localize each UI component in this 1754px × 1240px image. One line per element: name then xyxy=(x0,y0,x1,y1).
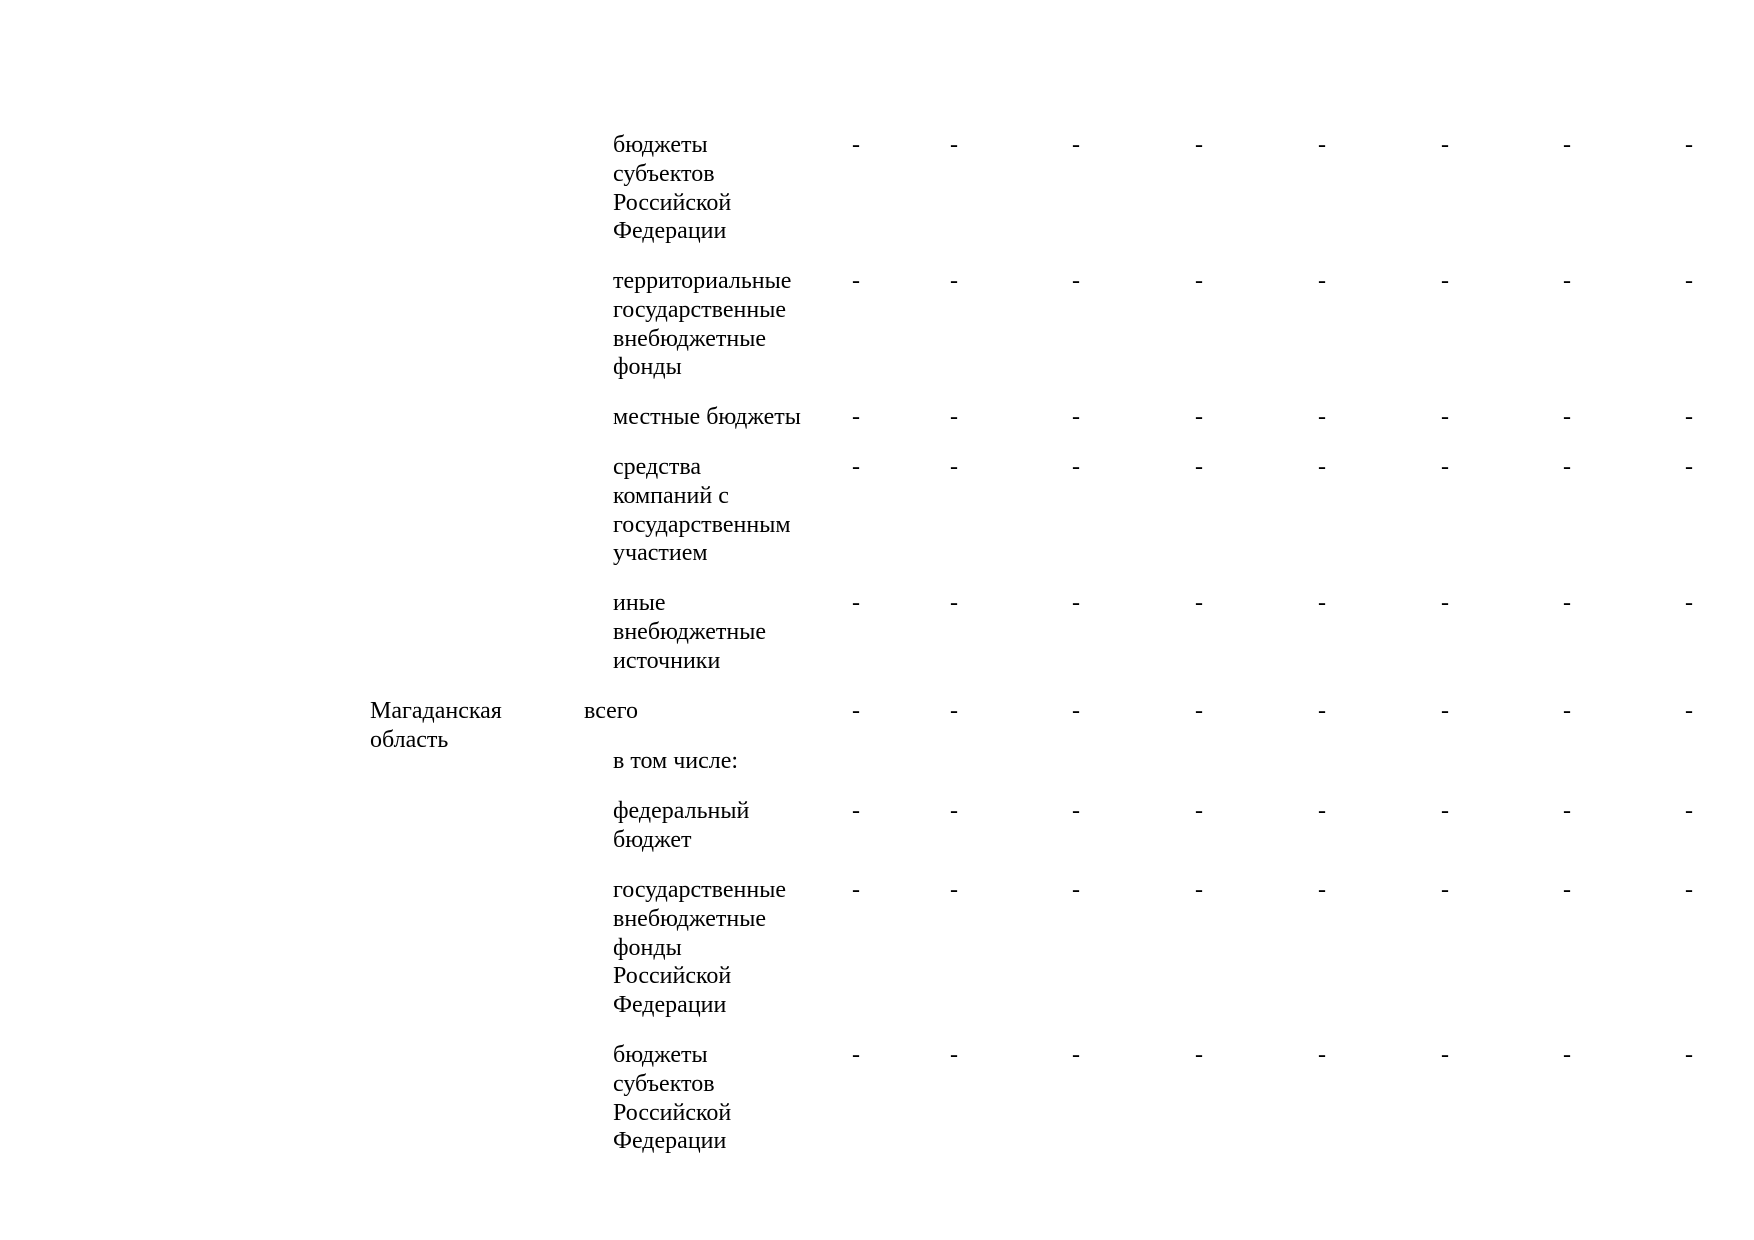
value-cell: - xyxy=(1072,268,1080,294)
value-cell: - xyxy=(1441,132,1449,158)
value-cell: - xyxy=(1195,877,1203,903)
value-cell: - xyxy=(852,590,860,616)
value-cell: - xyxy=(1318,404,1326,430)
value-cell: - xyxy=(1072,454,1080,480)
value-cell: - xyxy=(1318,798,1326,824)
value-cell: - xyxy=(1441,877,1449,903)
value-cell: - xyxy=(1441,268,1449,294)
value-cell: - xyxy=(1072,1042,1080,1068)
value-cell: - xyxy=(1318,454,1326,480)
value-cell: - xyxy=(950,590,958,616)
value-cell: - xyxy=(1441,1042,1449,1068)
value-cell: - xyxy=(1318,268,1326,294)
value-cell: - xyxy=(950,698,958,724)
value-cell: - xyxy=(1685,404,1693,430)
value-cell: - xyxy=(1195,798,1203,824)
value-cell: - xyxy=(1685,798,1693,824)
value-cell: - xyxy=(1563,698,1571,724)
value-cell: - xyxy=(1563,798,1571,824)
value-cell: - xyxy=(1441,698,1449,724)
funding-source-label: территориальные государственные внебюджетные фонды xyxy=(613,268,792,381)
funding-source-label: федеральный бюджет xyxy=(613,798,750,853)
value-cell: - xyxy=(1195,132,1203,158)
value-cell: - xyxy=(1195,590,1203,616)
value-cell: - xyxy=(1563,877,1571,903)
value-cell: - xyxy=(1563,454,1571,480)
value-cell: - xyxy=(1685,132,1693,158)
value-cell: - xyxy=(852,698,860,724)
value-cell: - xyxy=(1563,132,1571,158)
value-cell: - xyxy=(1072,698,1080,724)
value-cell: - xyxy=(1072,132,1080,158)
value-cell: - xyxy=(852,1042,860,1068)
value-cell: - xyxy=(1685,698,1693,724)
value-cell: - xyxy=(1195,268,1203,294)
value-cell: - xyxy=(852,132,860,158)
value-cell: - xyxy=(1685,268,1693,294)
value-cell: - xyxy=(1318,590,1326,616)
value-cell: - xyxy=(950,1042,958,1068)
value-cell: - xyxy=(950,404,958,430)
value-cell: - xyxy=(1318,132,1326,158)
value-cell: - xyxy=(1563,1042,1571,1068)
value-cell: - xyxy=(1072,798,1080,824)
value-cell: - xyxy=(1685,877,1693,903)
value-cell: - xyxy=(1072,877,1080,903)
value-cell: - xyxy=(1072,404,1080,430)
value-cell: - xyxy=(852,877,860,903)
value-cell: - xyxy=(852,268,860,294)
value-cell: - xyxy=(1195,1042,1203,1068)
value-cell: - xyxy=(950,798,958,824)
value-cell: - xyxy=(1318,698,1326,724)
value-cell: - xyxy=(1441,590,1449,616)
subtotal-caption: в том числе: xyxy=(613,748,739,774)
value-cell: - xyxy=(852,798,860,824)
value-cell: - xyxy=(1441,404,1449,430)
value-cell: - xyxy=(852,454,860,480)
value-cell: - xyxy=(1318,877,1326,903)
value-cell: - xyxy=(1441,454,1449,480)
value-cell: - xyxy=(852,404,860,430)
total-label: всего xyxy=(584,698,639,724)
value-cell: - xyxy=(1072,590,1080,616)
value-cell: - xyxy=(1318,1042,1326,1068)
value-cell: - xyxy=(1195,404,1203,430)
funding-source-label: государственные внебюджетные фонды Российской Федерации xyxy=(613,877,786,1019)
value-cell: - xyxy=(1195,698,1203,724)
funding-source-label: иные внебюджетные источники xyxy=(613,590,766,674)
value-cell: - xyxy=(1563,404,1571,430)
value-cell: - xyxy=(1685,590,1693,616)
value-cell: - xyxy=(1563,268,1571,294)
value-cell: - xyxy=(1441,798,1449,824)
value-cell: - xyxy=(950,132,958,158)
value-cell: - xyxy=(950,268,958,294)
value-cell: - xyxy=(1563,590,1571,616)
value-cell: - xyxy=(1685,1042,1693,1068)
funding-source-label: средства компаний с государственным участием xyxy=(613,454,791,567)
funding-source-label: бюджеты субъектов Российской Федерации xyxy=(613,132,732,245)
funding-source-label: бюджеты субъектов Российской Федерации xyxy=(613,1042,732,1155)
value-cell: - xyxy=(1195,454,1203,480)
value-cell: - xyxy=(950,877,958,903)
value-cell: - xyxy=(950,454,958,480)
region-name: Магаданская область xyxy=(370,698,502,753)
value-cell: - xyxy=(1685,454,1693,480)
funding-source-label: местные бюджеты xyxy=(613,404,801,430)
